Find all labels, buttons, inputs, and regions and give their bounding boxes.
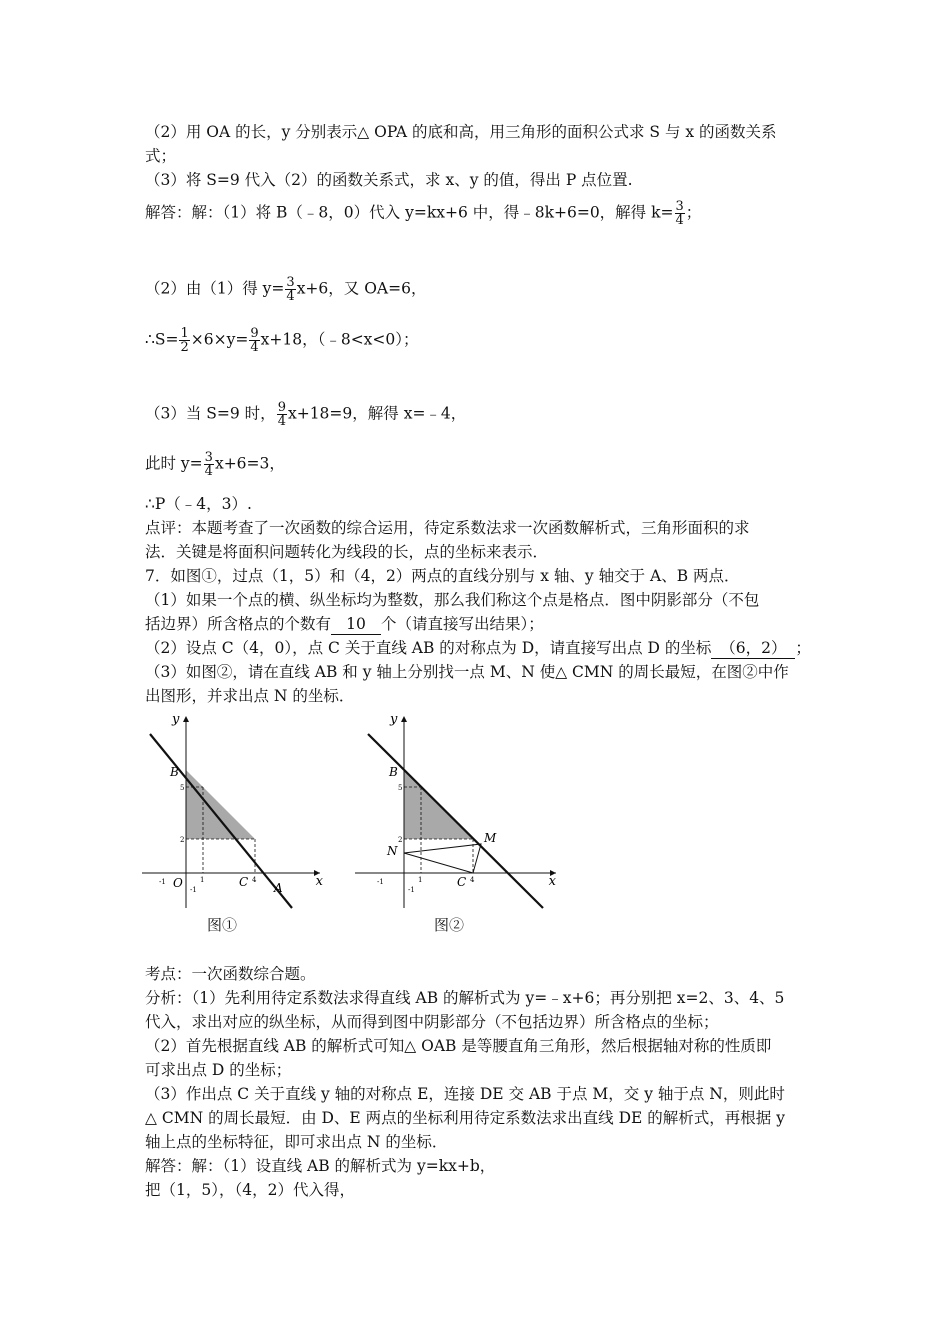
tick-label: 1 xyxy=(200,876,205,884)
tick-label: 4 xyxy=(252,876,257,884)
text-segment: （2）设点 C（4，0），点 C 关于直线 AB 的对称点为 D，请直接写出点 D 的坐标 xyxy=(145,639,712,657)
shaded-region xyxy=(186,770,255,839)
text-line: 分析：（1）先利用待定系数法求得直线 AB 的解析式为 y=﹣x+6；再分别把 x=2、3、4、5 xyxy=(145,989,785,1007)
text-segment: x+18，（﹣8<x<0）； xyxy=(260,330,419,349)
text-line: △ CMN 的周长最短．由 D、E 两点的坐标利用待定系数法求出直线 DE 的解析式，再根据 y xyxy=(145,1109,785,1127)
text-line: （1）如果一个点的横、纵坐标均为整数，那么我们称这个点是格点．图中阴影部分（不包 xyxy=(145,591,760,609)
text-segment: 个（请直接写出结果）； xyxy=(381,615,544,633)
text-segment: x+18=9，解得 x=﹣4， xyxy=(287,404,467,423)
tick-label: 1 xyxy=(418,876,423,884)
label-a: A xyxy=(274,881,283,895)
answer-blank: （6，2） xyxy=(711,638,795,659)
line-ab xyxy=(368,734,543,908)
figure-1-caption: 图① xyxy=(207,916,238,934)
y-axis-arrow xyxy=(183,716,189,722)
figure-2 xyxy=(353,708,558,908)
text-line: 式； xyxy=(145,147,177,165)
text-segment: 此时 y= xyxy=(145,454,203,473)
label-x: x xyxy=(315,874,323,889)
label-m: M xyxy=(484,831,497,845)
label-x: x xyxy=(548,874,556,889)
label-o: O xyxy=(173,876,183,890)
y-axis-arrow xyxy=(401,716,407,722)
text-line: ∴P（﹣4，3）. xyxy=(145,495,252,513)
tick-label: 2 xyxy=(180,836,185,844)
solution-line-y3 xyxy=(145,451,285,478)
figure-1 xyxy=(140,708,323,908)
text-segment: x+6=3， xyxy=(214,454,285,473)
solution-line-s xyxy=(145,327,419,354)
solution-line-k xyxy=(145,200,701,227)
line-ab xyxy=(150,734,292,908)
question-title: 7．如图①，过点（1，5）和（4，2）两点的直线分别与 x 轴、y 轴交于 A、B 两点． xyxy=(145,567,740,585)
text-segment: 解答：解：（1）将 B（﹣8，0）代入 y=kx+6 中，得﹣8k+6=0，解得 k= xyxy=(145,203,674,222)
tick-label: 2 xyxy=(398,836,403,844)
label-b: B xyxy=(170,765,179,779)
text-segment: ； xyxy=(795,639,811,657)
label-c: C xyxy=(239,875,249,889)
answer-line-2 xyxy=(145,638,811,659)
fraction-k: $\frac{3}{4}$ xyxy=(675,199,684,228)
text-segment: ∴S= xyxy=(145,330,179,349)
label-b: B xyxy=(389,765,398,779)
solution-line-y xyxy=(145,276,426,303)
fraction: $\frac{9}{4}$ xyxy=(277,400,286,429)
fraction: $\frac{9}{4}$ xyxy=(250,326,259,355)
solution-line-s9 xyxy=(145,401,466,428)
text-line: （3）作出点 C 关于直线 y 轴的对称点 E，连接 DE 交 AB 于点 M，交 y 轴于点 N，则此时 xyxy=(145,1085,785,1103)
text-line: 把（1，5），（4，2）代入得， xyxy=(145,1181,355,1199)
tick-label: 5 xyxy=(180,784,185,792)
text-line: （2）首先根据直线 AB 的解析式可知△ OAB 是等腰直角三角形，然后根据轴对称的性质即 xyxy=(145,1037,772,1055)
text-segment: ； xyxy=(685,203,702,222)
answer-blank: 10 xyxy=(331,614,381,635)
text-line: 考点：一次函数综合题。 xyxy=(145,965,316,983)
text-segment: （2）由（1）得 y= xyxy=(145,279,285,298)
answer-line-1 xyxy=(145,614,544,635)
tick-label: -1 xyxy=(377,878,384,886)
text-line: 法．关键是将面积问题转化为线段的长，点的坐标来表示． xyxy=(145,543,549,561)
tick-label: -1 xyxy=(159,878,166,886)
text-line: 可求出点 D 的坐标； xyxy=(145,1061,292,1079)
fraction: $\frac{3}{4}$ xyxy=(286,275,295,304)
text-line: 出图形，并求出点 N 的坐标． xyxy=(145,687,355,705)
triangle-cmn xyxy=(404,844,481,873)
text-segment: 括边界）所含格点的个数有 xyxy=(145,615,332,633)
text-line: 轴上点的坐标特征，即可求出点 N 的坐标． xyxy=(145,1133,448,1151)
text-line: 点评：本题考查了一次函数的综合运用，待定系数法求一次函数解析式，三角形面积的求 xyxy=(145,519,750,537)
text-line: （3）将 S=9 代入（2）的函数关系式，求 x、y 的值，得出 P 点位置. xyxy=(145,171,633,189)
text-line: 代入，求出对应的纵坐标，从而得到图中阴影部分（不包括边界）所含格点的坐标； xyxy=(145,1013,719,1031)
text-segment: ×6×y= xyxy=(190,330,249,349)
tick-label: -1 xyxy=(190,886,197,894)
figure-2-caption: 图② xyxy=(434,916,465,934)
tick-label: 4 xyxy=(470,876,475,884)
label-n: N xyxy=(387,844,398,858)
label-c: C xyxy=(457,875,467,889)
text-segment: x+6，又 OA=6， xyxy=(296,279,427,298)
text-line: （2）用 OA 的长，y 分别表示△ OPA 的底和高，用三角形的面积公式求 S 与 x 的函数关系 xyxy=(145,123,777,141)
text-line: （3）如图②，请在直线 AB 和 y 轴上分别找一点 M、N 使△ CMN 的周长最短，在图②中作 xyxy=(145,663,789,681)
fraction: $\frac{3}{4}$ xyxy=(204,450,213,479)
tick-label: 5 xyxy=(398,784,403,792)
fraction-half: $\frac{1}{2}$ xyxy=(180,326,189,355)
tick-label: -1 xyxy=(408,886,415,894)
label-y: y xyxy=(172,712,180,727)
text-line: 解答：解：（1）设直线 AB 的解析式为 y=kx+b， xyxy=(145,1157,496,1175)
text-segment: （3）当 S=9 时， xyxy=(145,404,276,423)
label-y: y xyxy=(390,712,398,727)
